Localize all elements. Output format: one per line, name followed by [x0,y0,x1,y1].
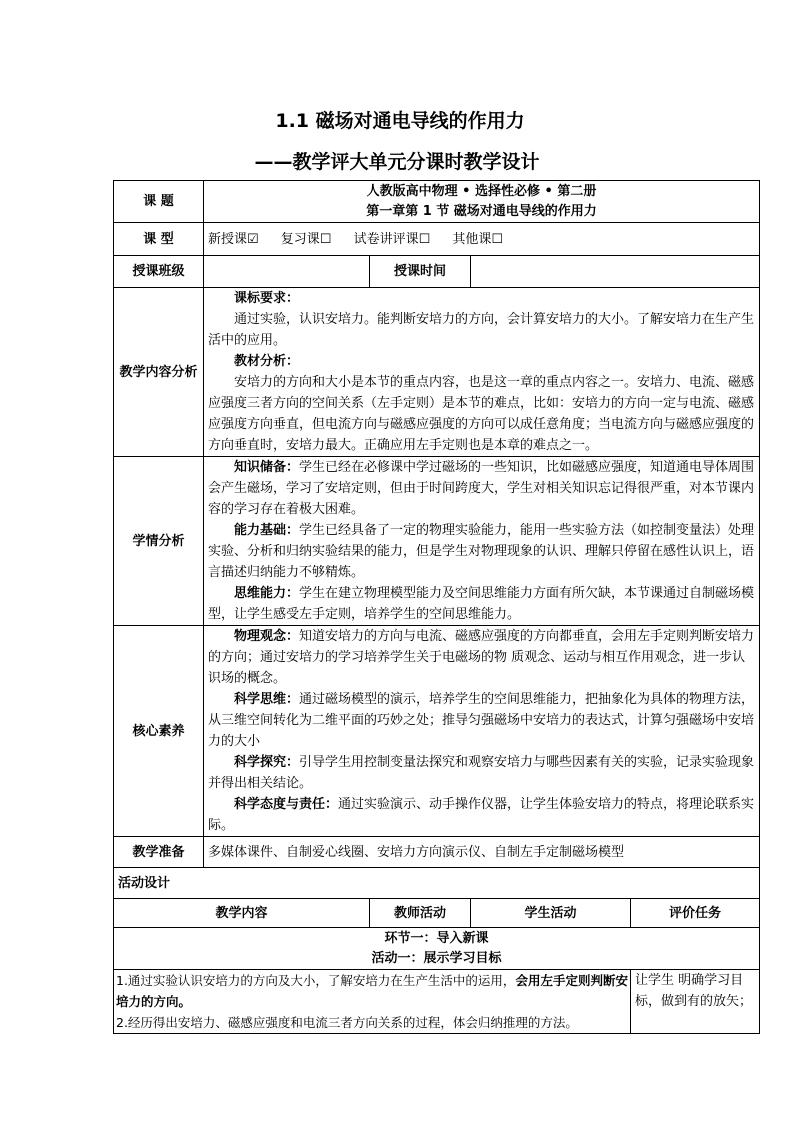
col-header-evaluation: 评价任务 [631,899,760,928]
core-content [204,626,760,837]
evaluation-task: 让学生 明确学习目标，做到有的放矢； [631,970,760,1034]
row-topic [114,181,760,223]
activity-heading: 活动一：展示学习目标 [371,950,502,966]
analysis-heading-textbook: 教材分析： [234,354,300,369]
row-student-analysis [114,457,760,626]
student-knowledge: 知识储备：学生已经在必修课中学过磁场的一些知识，比如磁感应强度，知道通电导体周围会产生磁场，学习了安培定则，但由于时间跨度大，学生对相关知识忘记得很严重，对本节课内容的学习存在着极大困难。 [208,460,755,517]
col-header-student: 学生活动 [471,899,631,928]
type-option-new[interactable]: 新授课☑ [208,231,259,247]
topic-line1: 人教版高中物理 • 选择性必修 • 第二册 [366,183,597,199]
type-option-other[interactable]: 其他课☐ [452,231,504,247]
core-label: 核心素养 [114,626,204,837]
type-label: 课 型 [114,223,204,256]
prep-value: 多媒体课件、自制爱心线圈、安培力方向演示仪、自制左手定制磁场模型 [204,837,760,868]
analysis-textbook-text: 安培力的方向和大小是本节的重点内容，也是这一章的重点内容之一。安培力、电流、磁感应强度三者方向的空间关系（左手定则）是本节的难点，比如：安培力的方向一定与电流、磁感应强度方向垂直，但电流方向与磁感应强度的方向可以成任意角度；当电流方向与磁感应强度的方向垂直时，安培力最大。正确应用左手定则也是本章的难点之一。 [208,375,755,453]
row-activity-design [114,868,760,899]
core-attitude: 科学态度与责任：通过实验演示、动手操作仪器，让学生体验安培力的特点，将理论联系实际。 [208,797,755,833]
goal-2: 2.经历得出安培力、磁感应强度和电流三者方向关系的过程，体会归纳推理的方法。 [116,1015,578,1030]
prep-label: 教学准备 [114,837,204,868]
row-column-headers [114,899,760,928]
analysis-standard-text: 通过实验，认识安培力。能判断安培力的方向，会计算安培力的大小。了解安培力在生产生活中的应用。 [208,312,755,348]
student-thinking: 思维能力：学生在建立物理模型能力及空间思维能力方面有所欠缺，本节课通过自制磁场模型，让学生感受左手定则，培养学生的空间思维能力。 [208,586,755,622]
type-option-review[interactable]: 复习课☐ [280,231,332,247]
student-label: 学情分析 [114,457,204,626]
document-subtitle: ——教学评大单元分课时教学设计 [254,151,540,173]
topic-label: 课 题 [114,181,204,223]
section-title [114,928,760,970]
analysis-label: 教学内容分析 [114,288,204,457]
row-core-literacy [114,626,760,837]
col-header-teacher: 教师活动 [370,899,471,928]
core-scientific-thinking: 科学思维：通过磁场模型的演示，培养学生的空间思维能力，把抽象化为具体的物理方法，从三维空间转化为二维平面的巧妙之处；推导匀强磁场中安培力的表达式，计算匀强磁场中安培力的大小 [208,692,755,749]
learning-goals [114,970,631,1034]
time-value [471,256,760,288]
activity-label: 活动设计 [114,868,760,899]
topic-value [204,181,760,223]
class-value [204,256,370,288]
analysis-heading-standard: 课标要求： [234,291,300,306]
student-ability: 能力基础：学生已经具备了一定的物理实验能力，能用一些实验方法（如控制变量法）处理实验、分析和归纳实验结果的能力，但是学生对物理现象的认识、理解只停留在感性认识上，语言描述归纳能力不够精炼。 [208,523,755,580]
goal-1: 1.通过实验认识安培力的方向及大小，了解安培力在生产生活中的运用，会用左手定则判断安培力的方向。 [116,973,628,1009]
type-option-exam[interactable]: 试卷讲评课☐ [353,231,431,247]
time-label: 授课时间 [370,256,471,288]
type-options [204,223,760,256]
student-content [204,457,760,626]
row-preparation [114,837,760,868]
row-learning-goals [114,970,760,1034]
core-physics-concept: 物理观念：知道安培力的方向与电流、磁感应强度的方向都垂直，会用左手定则判断安培力的方向；通过安培力的学习培养学生关于电磁场的物 质观念、运动与相互作用观念，进一步认识场的概念。 [208,629,755,686]
row-type [114,223,760,256]
core-scientific-inquiry: 科学探究：引导学生用控制变量法探究和观察安培力与哪些因素有关的实验，记录实验现象并得出相关结论。 [208,755,755,791]
row-section-title [114,928,760,970]
col-header-content: 教学内容 [114,899,370,928]
analysis-content [204,288,760,457]
lesson-plan-table [113,180,760,1034]
row-content-analysis [114,288,760,457]
class-label: 授课班级 [114,256,204,288]
topic-line2: 第一章第 1 节 磁场对通电导线的作用力 [366,203,597,219]
section-heading: 环节一：导入新课 [384,930,489,946]
document-title: 1.1 磁场对通电导线的作用力 [275,110,525,132]
row-class-time [114,256,760,288]
